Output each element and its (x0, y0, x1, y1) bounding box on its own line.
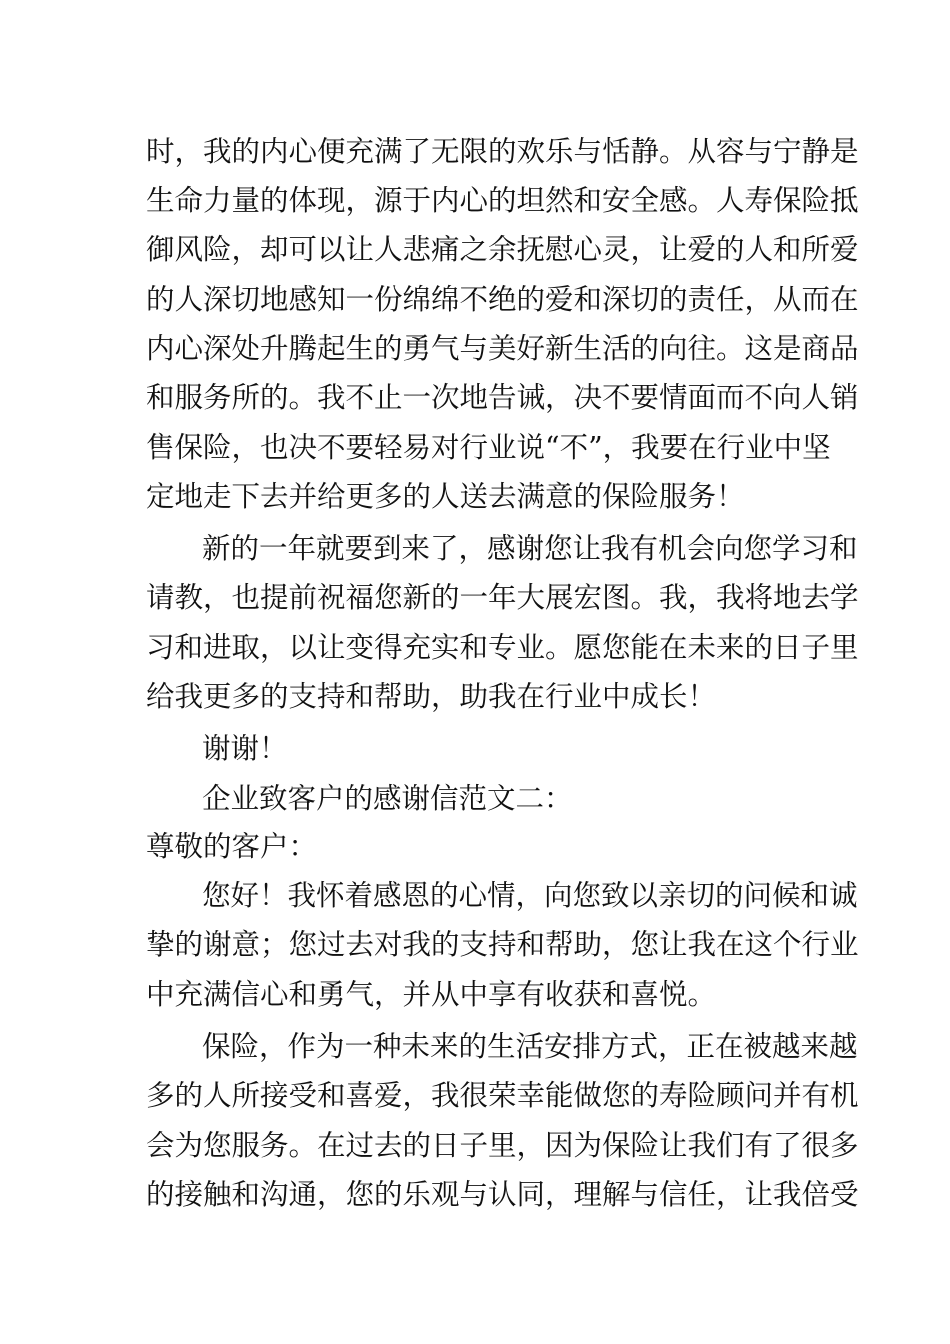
salutation: 尊敬的客户： (146, 830, 318, 863)
paragraph-3-line-3: 中充满信心和勇气，并从中享有收获和喜悦。 (146, 978, 717, 1011)
paragraph-1-line-8: 定地走下去并给更多的人送去满意的保险服务！ (146, 480, 745, 513)
section-title: 企业致客户的感谢信范文二： (202, 782, 573, 815)
paragraph-1-line-1: 时，我的内心便充满了无限的欢乐与恬静。从容与宁静是 (146, 135, 859, 168)
paragraph-1-line-7: 售保险，也决不要轻易对行业说“不”，我要在行业中坚 (146, 431, 831, 464)
paragraph-4-line-4: 的接触和沟通，您的乐观与认同，理解与信任，让我倍受 (146, 1178, 859, 1211)
paragraph-4-line-3: 会为您服务。在过去的日子里，因为保险让我们有了很多 (146, 1129, 859, 1162)
paragraph-2-line-3: 习和进取，以让变得充实和专业。愿您能在未来的日子里 (146, 631, 859, 664)
paragraph-1-line-6: 和服务所的。我不止一次地告诫，决不要情面而不向人销 (146, 381, 859, 414)
paragraph-4-line-1: 保险，作为一种未来的生活安排方式，正在被越来越 (202, 1030, 858, 1063)
paragraph-1-line-2: 生命力量的体现，源于内心的坦然和安全感。人寿保险抵 (146, 184, 859, 217)
paragraph-1-line-4: 的人深切地感知一份绵绵不绝的爱和深切的责任，从而在 (146, 283, 859, 316)
thanks-line: 谢谢！ (202, 732, 288, 765)
paragraph-1-line-3: 御风险，却可以让人悲痛之余抚慰心灵，让爱的人和所爱 (146, 233, 859, 266)
paragraph-3-line-2: 挚的谢意；您过去对我的支持和帮助，您让我在这个行业 (146, 928, 859, 961)
paragraph-3-line-1: 您好！我怀着感恩的心情，向您致以亲切的问候和诚 (202, 879, 858, 912)
paragraph-4-line-2: 多的人所接受和喜爱，我很荣幸能做您的寿险顾问并有机 (146, 1079, 859, 1112)
paragraph-1-line-5: 内心深处升腾起生的勇气与美好新生活的向往。这是商品 (146, 332, 859, 365)
paragraph-2-line-1: 新的一年就要到来了，感谢您让我有机会向您学习和 (202, 532, 858, 565)
paragraph-2-line-2: 请教，也提前祝福您新的一年大展宏图。我，我将地去学 (146, 581, 859, 614)
paragraph-2-line-4: 给我更多的支持和帮助，助我在行业中成长！ (146, 680, 717, 713)
